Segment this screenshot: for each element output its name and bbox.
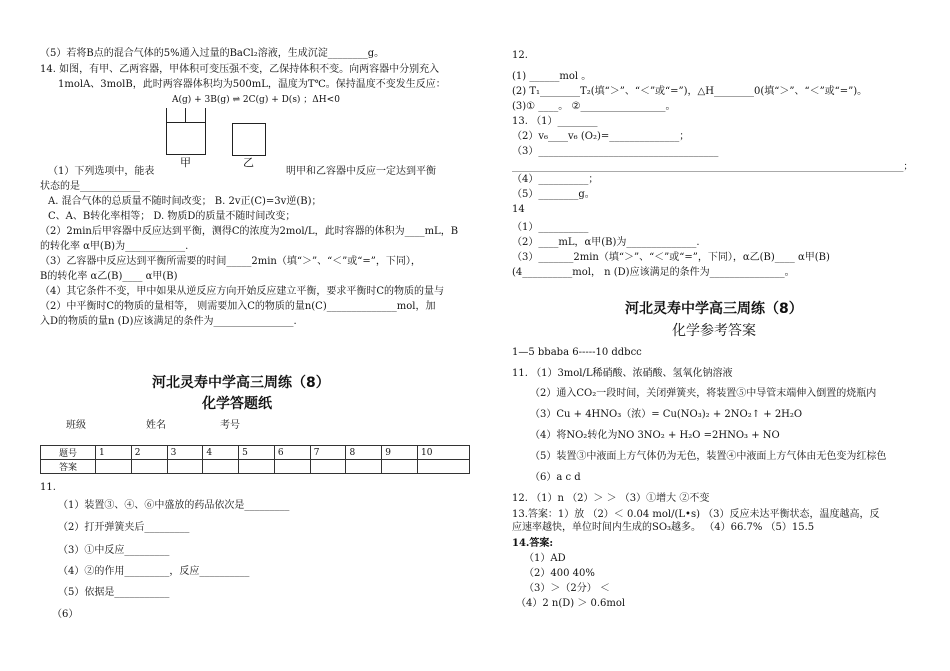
container-jia [166,108,206,155]
r-q12-1: (1) ______mol 。 [512,71,592,82]
answer-cell-5[interactable] [239,460,275,474]
answer-cell-1[interactable] [96,460,132,474]
q14-2-b: 的转化率 α甲(B)为____________. [40,241,189,252]
q14-1-b: 明甲和乙容器中反应一定达到平衡 [286,166,436,177]
container-yi [232,123,266,156]
r-q14-4: (4__________mol， n (D)应该满足的条件为_______________。 [512,267,795,278]
q14-3-a: （3）乙容器中反应达到平衡所需要的时间_____2min（填“＞”、“＜”或“=”，下同）， [40,256,421,267]
table-cell: 4 [203,446,239,460]
q14-options-ab: A. 混合气体的总质量不随时间改变； B. 2v正(C)=3v逆(B)； [48,196,322,207]
r-q13-3: （3）____________________________________ [512,146,719,157]
q14-3-b: B的转化率 α乙(B)____ α甲(B) [40,271,178,282]
answer-14-2: （2）400 40% [524,568,595,579]
answer-table-answer-row [41,460,470,474]
table-cell: 题号 [41,446,96,460]
answer-11-4: （4）将NO₂转化为NO 3NO₂ + H₂O =2HNO₃ + NO [530,430,780,441]
q14-4-b: （2）中平衡时C的物质的量相等， 则需要加入C的物质的量n(C)______________mol，加 [40,301,436,312]
left-school-title: 河北灵寿中学高三周练（8） [152,375,330,391]
q11-2: （2）打开弹簧夹后_________ [58,522,190,533]
q14-2-a: （2）2min后甲容器中反应达到平衡，测得C的浓度为2mol/L，此时容器的体积为____mL，B [40,226,459,237]
q11-5: （5）依据是___________ [58,587,170,598]
q11-6: （6） [52,609,79,620]
q14-stem-line1: 14. 如图，有甲、乙两容器，甲体积可变压强不变，乙保持体积不变。向两容器中分别充入 [40,64,440,75]
q14-1-a: （1）下列选项中，能表 [48,166,155,177]
q14-4-a: （4）其它条件不变，甲中如果从逆反应方向开始反应建立平衡，要求平衡时C的物质的量与 [40,286,445,297]
r-q14-3: （3）_______2min（填“＞”、“＜”或“=”，下同），α乙(B)____ α甲(B) [512,252,830,263]
r-q13-answer-line: _______________________________________________________________________________________； [512,162,913,172]
answer-11-1: 11. （1）3mol/L稀硝酸、浓硝酸、氢氧化钠溶液 [512,368,733,379]
r-q13-4: （4）__________； [512,174,599,185]
q11-label: 11. [40,482,56,493]
answer-table [40,445,470,474]
r-q12-2: (2) T₁________T₂(填“＞”、“＜”或“=”)，△H________0(填“＞”、“＜”或“=”)。 [512,86,868,97]
label-jia: 甲 [180,156,191,169]
answer-14-1: （1）AD [524,553,566,564]
answer-key-title: 化学参考答案 [672,323,756,339]
answer-choice: 1—5 bbaba 6-----10 ddbcc [512,347,642,358]
id-label: 考号 [220,420,240,431]
answer-13-b: 应速率越快，单位时间内生成的SO₃越多。 （4）66.7% （5）15.5 [512,522,815,533]
answer-11-2: （2）通入CO₂一段时间，关闭弹簧夹，将装置⑤中导管末端伸入倒置的烧瓶内 [530,388,877,399]
answer-13-a: 13.答案：1）放 （2）＜ 0.04 mol/(L•s) （3）反应未达平衡状态，温度越高，反 [512,509,880,520]
answer-cell-2[interactable] [131,460,167,474]
r-q14-1: （1）__________ [512,222,589,233]
sheet-title: 化学答题纸 [202,396,272,412]
answer-11-5: （5）装置③中液面上方气体仍为无色，装置④中液面上方气体由无色变为红棕色 [530,451,887,462]
r-q13-2: （2）v₆____v₆ (O₂)=______________； [512,131,690,142]
q14-options-cd: C、A、B转化率相等； D. 物质D的质量不随时间改变； [48,211,296,222]
q11-3: （3）①中反应_________ [58,545,170,556]
r-q12-label: 12. [512,50,528,61]
answer-table-header-row [41,446,470,460]
r-q14-2: （2）____mL，α甲(B)为______________. [512,237,700,248]
reaction-equation: A(g) + 3B(g) ⇌ 2C(g) + D(s) ；ΔH<0 [172,95,340,105]
answer-cell-10[interactable] [418,460,470,474]
answer-cell-7[interactable] [310,460,346,474]
piston-rod [185,108,186,122]
r-q14-label: 14 [512,204,525,215]
table-cell: 答案 [41,460,96,474]
table-cell: 9 [382,446,418,460]
q11-4: （4）②的作用_________，反应__________ [58,566,250,577]
answer-cell-8[interactable] [346,460,382,474]
q14-1-c: 状态的是____________ [40,181,140,192]
table-cell: 3 [167,446,203,460]
answer-cell-6[interactable] [274,460,310,474]
answer-cell-4[interactable] [203,460,239,474]
label-yi: 乙 [243,156,254,169]
q13-part5: （5）若将B点的混合气体的5%通入过量的BaCl₂溶液，生成沉淀________g。 [40,48,385,59]
table-cell: 2 [131,446,167,460]
class-label: 班级 [66,420,86,431]
r-q13-1: 13. （1）________ [512,116,598,127]
table-cell: 10 [418,446,470,460]
r-q13-5: （5）________g。 [512,189,595,200]
answer-14-title: 14.答案: [512,538,554,549]
answer-cell-3[interactable] [167,460,203,474]
answer-14-4: （4）2 n(D) ＞ 0.6mol [516,598,626,609]
answer-11-3: （3）Cu + 4HNO₃（浓）= Cu(NO₃)₂ + 2NO₂↑ + 2H₂O [530,409,803,420]
answer-cell-9[interactable] [382,460,418,474]
q11-1: （1）装置③、④、⑥中盛放的药品依次是_________ [58,500,290,511]
q14-stem-line2: 1molA、3molB，此时两容器体积均为500mL，温度为T℃。保持温度不变发生反应： [58,79,446,90]
r-q12-3: (3)① ____。 ②_________________。 [512,101,676,112]
q14-4-c: 入D的物质的量n (D)应该满足的条件为________________. [40,316,297,327]
table-cell: 7 [310,446,346,460]
answer-11-6: （6）a c d [530,472,581,483]
answer-12: 12. （1）n （2）＞ ＞ （3）①增大 ②不变 [512,493,710,504]
table-cell: 5 [239,446,275,460]
answer-14-3: （3）＞（2分） ＜ [524,583,610,594]
table-cell: 8 [346,446,382,460]
table-cell: 1 [96,446,132,460]
right-school-title: 河北灵寿中学高三周练（8） [625,301,803,317]
name-label: 姓名 [146,420,166,431]
piston [166,122,206,123]
table-cell: 6 [274,446,310,460]
